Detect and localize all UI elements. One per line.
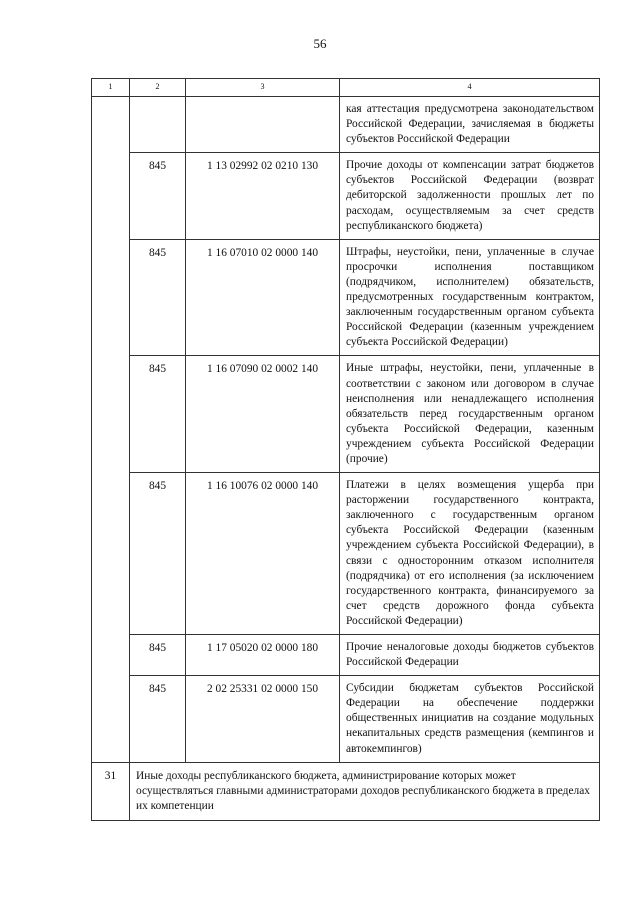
code-cell: 1 16 07010 02 0000 140 bbox=[186, 239, 340, 356]
name-cell: Иные штрафы, неустойки, пени, уплаченные в соответствии с законом или договором в случае неисполнения или ненадлежащего исполнения обязательств перед государственным органом субъекта Российской Федерации, казенным учреждением субъекта Российской Федерации (прочие) bbox=[340, 356, 600, 473]
header-col-3: 3 bbox=[186, 79, 340, 97]
table-row bbox=[92, 676, 600, 762]
header-col-2: 2 bbox=[130, 79, 186, 97]
code-cell bbox=[186, 97, 340, 153]
admin-cell: 845 bbox=[130, 473, 186, 635]
admin-cell: 845 bbox=[130, 239, 186, 356]
admin-cell: 845 bbox=[130, 676, 186, 762]
name-cell: Прочие доходы от компенсации затрат бюджетов субъектов Российской Федерации (возврат дебиторской задолженности прошлых лет по расходам, осуществляемым за счет средств республиканского бюджета) bbox=[340, 153, 600, 239]
header-col-4: 4 bbox=[340, 79, 600, 97]
code-cell: 1 16 10076 02 0000 140 bbox=[186, 473, 340, 635]
code-cell: 1 16 07090 02 0002 140 bbox=[186, 356, 340, 473]
admin-cell bbox=[130, 97, 186, 153]
admin-cell: 845 bbox=[130, 635, 186, 676]
code-cell: 2 02 25331 02 0000 150 bbox=[186, 676, 340, 762]
table-row-continuation bbox=[92, 97, 600, 153]
page-number: 56 bbox=[313, 36, 327, 51]
name-cell: Платежи в целях возмещения ущерба при расторжении государственного контракта, заключенного с государственным органом субъекта Российской Федерации (казенным учреждением субъекта Российской Федерации), в связи с односторонним отказом исполнителя (подрядчика) от его исполнения (за исключением государственного контракта, финансируемого за счет средств дорожного фонда субъекта Российской Федерации) bbox=[340, 473, 600, 635]
table-row bbox=[92, 473, 600, 635]
header-col-1: 1 bbox=[92, 79, 130, 97]
code-cell: 1 13 02992 02 0210 130 bbox=[186, 153, 340, 239]
admin-cell: 845 bbox=[130, 356, 186, 473]
row-number-cell bbox=[92, 97, 130, 763]
name-cell: Субсидии бюджетам субъектов Российской Федерации на обеспечение поддержки общественных инициатив на создание модульных некапитальных средств размещения (кемпингов и автокемпингов) bbox=[340, 676, 600, 762]
admin-cell: 845 bbox=[130, 153, 186, 239]
row-number-cell: 31 bbox=[92, 762, 130, 820]
name-cell: кая аттестация предусмотрена законодательством Российской Федерации, зачисляемая в бюджеты субъектов Российской Федерации bbox=[340, 97, 600, 153]
section-description-cell: Иные доходы республиканского бюджета, администрирование которых может осуществляться главными администраторами доходов республиканского бюджета в пределах их компетенции bbox=[130, 762, 600, 820]
name-cell: Прочие неналоговые доходы бюджетов субъектов Российской Федерации bbox=[340, 635, 600, 676]
table-row bbox=[92, 635, 600, 676]
code-cell: 1 17 05020 02 0000 180 bbox=[186, 635, 340, 676]
table-row bbox=[92, 356, 600, 473]
table-header-row bbox=[92, 79, 600, 97]
table-row-section bbox=[92, 762, 600, 820]
table-row bbox=[92, 239, 600, 356]
revenue-codes-table bbox=[91, 78, 600, 821]
name-cell: Штрафы, неустойки, пени, уплаченные в случае просрочки исполнения поставщиком (подрядчиком, исполнителем) обязательств, предусмотренных государственным контрактом, заключенным государственным органом субъекта Российской Федерации (казенным учреждением субъекта Российской Федерации) bbox=[340, 239, 600, 356]
table-row bbox=[92, 153, 600, 239]
